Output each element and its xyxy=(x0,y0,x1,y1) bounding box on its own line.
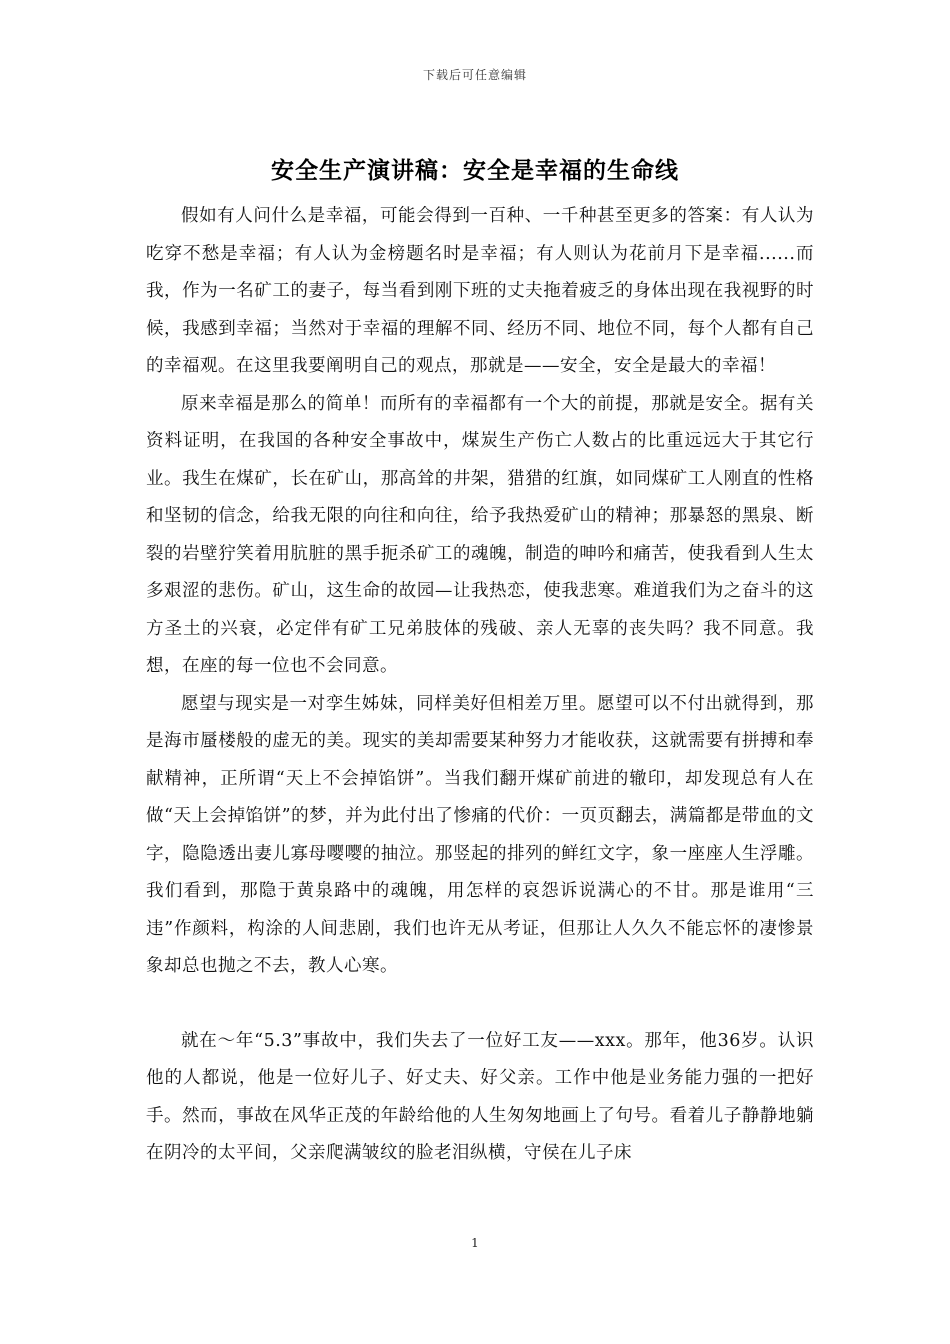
paragraph: 愿望与现实是一对孪生姊妹，同样美好但相差万里。愿望可以不付出就得到，那是海市蜃楼般的虚无的美。现实的美却需要某种努力才能收获，这就需要有拼搏和奉献精神，正所谓“天上不会掉馅饼”。当我们翻开煤矿前进的辙印，却发现总有人在做“天上会掉馅饼”的梦，并为此付出了惨痛的代价：一页页翻去，满篇都是带血的文字，隐隐透出妻儿寡母嘤嘤的抽泣。那竖起的排列的鲜红文字，象一座座人生浮雕。我们看到，那隐于黄泉路中的魂魄，用怎样的哀怨诉说满心的不甘。那是谁用“三违”作颜料，构涂的人间悲剧，我们也许无从考证，但那让人久久不能忘怀的凄惨景象却总也抛之不去，教人心寒。 xyxy=(146,693,814,976)
paragraph: 就在～年“5.3”事故中，我们失去了一位好工友——xxx。那年，他36岁。认识他的人都说，他是一位好儿子、好丈夫、好父亲。工作中他是业务能力强的一把好手。然而，事故在风华正茂的年龄给他的人生匆匆地画上了句号。看着儿子静静地躺在阴冷的太平间，父亲爬满皱纹的脸老泪纵横，守侯在儿子床 xyxy=(146,1030,814,1163)
document-body xyxy=(146,198,814,1173)
paragraph: 假如有人问什么是幸福，可能会得到一百种、一千种甚至更多的答案：有人认为吃穿不愁是幸福；有人认为金榜题名时是幸福；有人则认为花前月下是幸福......而我，作为一名矿工的妻子，每当看到刚下班的丈夫拖着疲乏的身体出现在我视野的时候，我感到幸福；当然对于幸福的理解不同、经历不同、地位不同，每个人都有自己的幸福观。在这里我要阐明自己的观点，那就是——安全，安全是最大的幸福！ xyxy=(146,206,814,376)
header-note: 下载后可任意编辑 xyxy=(422,68,527,82)
document-title: 安全生产演讲稿：安全是幸福的生命线 xyxy=(271,158,679,184)
paragraph: 原来幸福是那么的简单！而所有的幸福都有一个大的前提，那就是安全。据有关资料证明，在我国的各种安全事故中，煤炭生产伤亡人数占的比重远远大于其它行业。我生在煤矿，长在矿山，那高耸的井架，猎猎的红旗，如同煤矿工人刚直的性格和坚韧的信念，给我无限的向往和向往，给予我热爱矿山的精神；那暴怒的黑泉、断裂的岩壁狞笑着用肮脏的黑手扼杀矿工的魂魄，制造的呻吟和痛苦，使我看到人生太多艰涩的悲伤。矿山，这生命的故园—让我热恋，使我悲寒。难道我们为之奋斗的这方圣土的兴衰，必定伴有矿工兄弟肢体的残破、亲人无辜的丧失吗？我不同意。我想，在座的每一位也不会同意。 xyxy=(146,393,814,676)
paragraph-spacer xyxy=(146,986,814,1023)
page-number: 1 xyxy=(471,1236,479,1250)
